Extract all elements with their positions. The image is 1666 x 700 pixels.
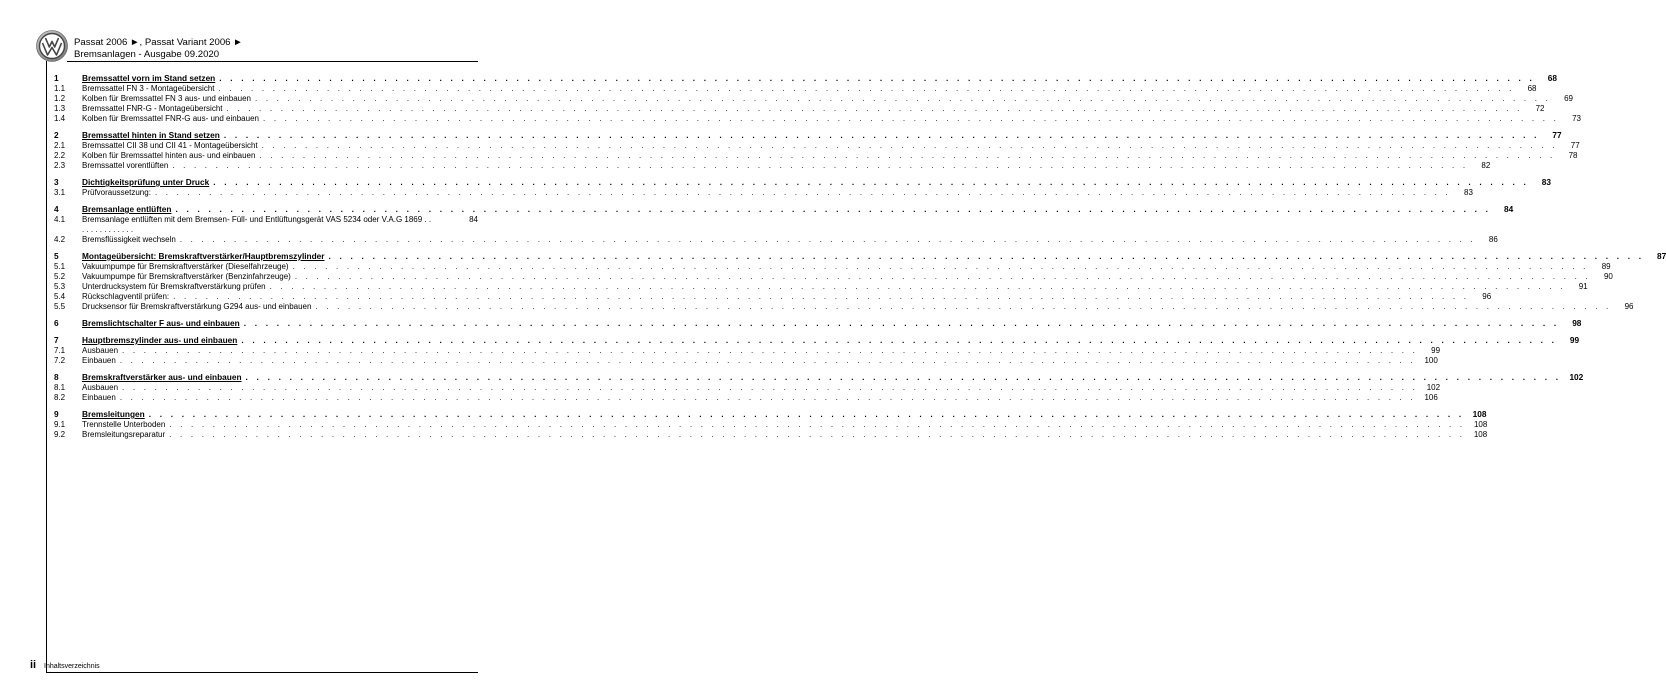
toc-entry[interactable]	[54, 292, 1492, 302]
toc-leader-dots: . . . . . . . . . . . . . . . . . . . . . . . . . . . . . . . . . . . . . . . . . . . . . . . . . . . . . . . . . . . . . . . . . . . . . . . . . . . . . . . . . . . . . . . . . . . . . . . . . . . . . . . . . . . . . . . . . . . . . . . .	[218, 84, 1515, 93]
toc-entry[interactable]	[54, 141, 1580, 151]
toc-leader-dots: . . . . . . . . . . . . . . . . . . . . . . . . . . . . . . . . . . . . . . . . . . . . . . . . . . . . . . . . . . . . . . . . . . . . . . . . . . . . . . . . . . . . . . . . . . . . . . . . . . . . . . . . . . . . . . . . . . . . . . . .	[261, 141, 1558, 150]
toc-entry-title[interactable]: Ausbauen	[82, 383, 119, 392]
toc-entry-title[interactable]: Bremsanlage entlüften mit dem Bremsen- Füll- und Entlüftungsgerät VAS 5234 oder V.A.G 1869 . . . . . . . . . . . . . .	[82, 215, 432, 234]
toc-entry-page: 83	[1464, 188, 1473, 197]
toc-entry-number: 1.3	[54, 104, 66, 113]
toc-entry-title[interactable]: Kolben für Bremssattel hinten aus- und einbauen	[82, 151, 256, 160]
toc-entry-page: 68	[1527, 84, 1537, 93]
toc-entry-number: 1.1	[54, 84, 66, 93]
toc-entry-number: 2.2	[54, 151, 66, 160]
toc-entry-page: 102	[1569, 372, 1584, 382]
toc-entry-page: 96	[1624, 302, 1634, 311]
toc-entry-page: 108	[1472, 409, 1487, 419]
toc-entry-title[interactable]: Bremssattel FN 3 - Montageübersicht	[82, 84, 215, 93]
footer-label: Inhaltsverzeichnis	[44, 663, 100, 670]
toc-entry-title[interactable]: Einbauen	[82, 393, 116, 402]
toc-entry[interactable]	[54, 84, 1537, 94]
toc-entry-title[interactable]: Kolben für Bremssattel FNR-G aus- und einbauen	[82, 114, 259, 123]
toc-entry[interactable]	[54, 356, 1438, 366]
toc-entry[interactable]	[54, 204, 1514, 215]
toc-leader-dots: . . . . . . . . . . . . . . . . . . . . . . . . . . . . . . . . . . . . . . . . . . . . . . . . . . . . . . . . . . . . . . . . . . . . . . . . . . . . . . . . . . . . . . . . . . . . . . . . . . . . . . . . . . . . . . . . . . . . . . . .	[169, 430, 1466, 439]
toc-entry-page: 102	[1426, 383, 1441, 392]
toc-leader-dots: . . . . . . . . . . . . . . . . . . . . . . . . . . . . . . . . . . . . . . . . . . . . . . . . . . . . . . . . . . . . . . . . . . . . . . . . . . . . . . . . . . . . . . . . . . . . . . . . . . . . . . . . . . . . . . . . . . . . . . . .	[172, 161, 1469, 170]
toc-entry[interactable]	[54, 73, 1557, 84]
left-rule	[46, 61, 47, 673]
toc-entry[interactable]	[54, 130, 1562, 141]
toc-entry-title[interactable]: Bremskraftverstärker aus- und einbauen	[82, 372, 242, 382]
toc-leader-dots: . . . . . . . . . . . . . . . . . . . . . . . . . . . . . . . . . . . . . . . . . . . . . . . . . . . . . . . . . . . . . . . . . . . . . . . . . . . . . . . . . . . . . . . . . . . . . . . . . . . . . . . . . . . . . . . . . . . . . . . .	[254, 94, 1551, 103]
toc-entry-title[interactable]: Vakuumpumpe für Bremskraftverstärker (Benzinfahrzeuge)	[82, 272, 291, 281]
toc-entry-page: 96	[1482, 292, 1492, 301]
toc-entry-page: 78	[1568, 151, 1578, 160]
toc-entry-page: 98	[1572, 318, 1582, 328]
toc-entry-page: 108	[1473, 430, 1488, 439]
toc-entry-number: 8.2	[54, 393, 66, 402]
toc-entry[interactable]	[54, 215, 478, 235]
toc-entry-number: 3	[54, 177, 59, 187]
toc-entry-page: 100	[1424, 356, 1438, 365]
toc-leader-dots: . . . . . . . . . . . . . . . . . . . . . . . . . . . . . . . . . . . . . . . . . . . . . . . . . . . . . . . . . . . . . . . . . . . . . . . . . . . . . . . . . . . . . . . . . . . . . . . . . . . . . . . . . . . . . . . . . . . . . . . .	[154, 188, 1451, 197]
toc-entry-title[interactable]: Bremssattel CII 38 und CII 41 - Montageübersicht	[82, 141, 258, 150]
toc-leader-dots: . . . . . . . . . . . . . . . . . . . . . . . . . . . . . . . . . . . . . . . . . . . . . . . . . . . . . . . . . . . . . . . . . . . . . . . . . . . . . . . . . . . . . . . . . . . . . . . . . . . . . . . . . . . . . . . . . . . . . . . .	[223, 130, 1540, 140]
toc-entry-number: 1	[54, 73, 59, 83]
toc-entry[interactable]	[54, 372, 1584, 383]
toc-leader-dots: . . . . . . . . . . . . . . . . . . . . . . . . . . . . . . . . . . . . . . . . . . . . . . . . . . . . . . . . . . . . . . . . . . . . . . . . . . . . . . . . . . . . . . . . . . . . . . . . . . . . . . . . . . . . . . . . . . . . . . . .	[259, 151, 1556, 160]
table-of-contents	[54, 73, 1666, 440]
toc-entry-number: 3.1	[54, 188, 66, 197]
toc-entry[interactable]	[54, 282, 1588, 292]
toc-leader-dots: . . . . . . . . . . . . . . . . . . . . . . . . . . . . . . . . . . . . . . . . . . . . . . . . . . . . . . . . . . . . . . . . . . . . . . . . . . . . . . . . . . . . . . . . . . . . . . . . . . . . . . . . . . . . . . . . . . . . . . . .	[179, 235, 1476, 244]
toc-entry-title[interactable]: Bremsleitungsreparatur	[82, 430, 166, 439]
page-header	[36, 30, 466, 70]
toc-entry-number: 7.2	[54, 356, 66, 365]
toc-entry[interactable]	[54, 335, 1580, 346]
toc-entry-title[interactable]: Unterdrucksystem für Bremskraftverstärkung prüfen	[82, 282, 266, 291]
toc-leader-dots: . . . . . . . . . . . . . . . . . . . . . . . . . . . . . . . . . . . . . . . . . . . . . . . . . . . . . . . . . . . . . . . . . . . . . . . . . . . . . . . . . . . . . . . . . . . . . . . . . . . . . . . . . . . . . . . . . . . . . . . .	[148, 409, 1465, 419]
header-model: Passat 2006 ►, Passat Variant 2006 ►	[74, 37, 243, 48]
toc-entry-number: 5.2	[54, 272, 66, 281]
toc-entry-title[interactable]: Vakuumpumpe für Bremskraftverstärker (Dieselfahrzeuge)	[82, 262, 289, 271]
header-text	[74, 37, 243, 61]
toc-entry-page: 106	[1424, 393, 1438, 402]
toc-entry-number: 7.1	[54, 346, 66, 355]
toc-entry-number: 2.3	[54, 161, 66, 170]
toc-leader-dots: . . . . . . . . . . . . . . . . . . . . . . . . . . . . . . . . . . . . . . . . . . . . . . . . . . . . . . . . . . . . . . . . . . . . . . . . . . . . . . . . . . . . . . . . . . . . . . . . . . . . . . . . . . . . . . . . . . . . . . . .	[294, 272, 1591, 281]
toc-entry[interactable]	[54, 262, 1611, 272]
toc-entry-title[interactable]: Bremssattel FNR-G - Montageübersicht	[82, 104, 223, 113]
toc-entry[interactable]	[54, 161, 1491, 171]
toc-entry[interactable]	[54, 430, 1488, 440]
toc-leader-dots: . . . . . . . . . . . . . . . . . . . . . . . . . . . . . . . . . . . . . . . . . . . . . . . . . . . . . . . . . . . . . . . . . . . . . . . . . . . . . . . . . . . . . . . . . . . . . . . . . . . . . . . . . . . . . . . . . . . . . . . .	[269, 282, 1566, 291]
toc-entry-title[interactable]: Rückschlagventil prüfen:	[82, 292, 170, 301]
toc-leader-dots: . . . . . . . . . . . . . . . . . . . . . . . . . . . . . . . . . . . . . . . . . . . . . . . . . . . . . . . . . . . . . . . . . . . . . . . . . . . . . . . . . . . . . . . . . . . . . . . . . . . . . . . . . . . . . . . . . . . . . . . .	[315, 302, 1612, 311]
toc-entry-number: 9	[54, 409, 59, 419]
toc-entry[interactable]	[54, 383, 1441, 393]
toc-leader-dots: . . . . . . . . . . . . . . . . . . . . . . . . . . . . . . . . . . . . . . . . . . . . . . . . . . . . . . . . . . . . . . . . . . . . . . . . . . . . . . . . . . . . . . . . . . . . . . . . . . . . . . . . . . . . . . . . . . . . . . . .	[243, 318, 1560, 328]
toc-entry-page: 72	[1535, 104, 1545, 113]
toc-entry-page: 77	[1570, 141, 1580, 150]
toc-entry[interactable]	[54, 151, 1578, 161]
toc-entry-number: 5	[54, 251, 59, 261]
toc-entry-title[interactable]: Drucksensor für Bremskraftverstärkung G294 aus- und einbauen	[82, 302, 312, 311]
toc-entry-title[interactable]: Hauptbremszylinder aus- und einbauen	[82, 335, 238, 345]
toc-entry-title[interactable]: Bremsanlage entlüften	[82, 204, 172, 214]
toc-leader-dots: . . . . . . . . . . . . . . . . . . . . . . . . . . . . . . . . . . . . . . . . . . . . . . . . . . . . . . . . . . . . . . . . . . . . . . . . . . . . . . . . . . . . . . . . . . . . . . . . . . . . . . . . . . . . . . . . . . . . . . . .	[262, 114, 1559, 123]
toc-entry-number: 4.2	[54, 235, 66, 244]
toc-entry-number: 6	[54, 318, 59, 328]
toc-entry-number: 2	[54, 130, 59, 140]
toc-entry[interactable]	[54, 177, 1551, 188]
toc-entry-number: 1.4	[54, 114, 66, 123]
toc-entry-page: 99	[1431, 346, 1441, 355]
header-rule	[67, 61, 478, 62]
toc-entry-number: 9.2	[54, 430, 66, 439]
toc-entry[interactable]	[54, 409, 1487, 420]
toc-entry[interactable]	[54, 302, 1634, 312]
toc-entry-number: 5.4	[54, 292, 66, 301]
toc-entry-title[interactable]: Bremslichtschalter F aus- und einbauen	[82, 318, 240, 328]
header-edition: Bremsanlagen - Ausgabe 09.2020	[74, 49, 220, 60]
toc-entry-page: 84	[469, 215, 478, 224]
toc-entry-page: 84	[1503, 204, 1514, 214]
toc-entry[interactable]	[54, 235, 1498, 245]
toc-entry-title[interactable]: Bremsleitungen	[82, 409, 145, 419]
toc-leader-dots: . . . . . . . . . . . . . . . . . . . . . . . . . . . . . . . . . . . . . . . . . . . . . . . . . . . . . . . . . . . . . . . . . . . . . . . . . . . . . . . . . . . . . . . . . . . . . . . . . . . . . . . . . . . . . . . . . . . . . . . .	[328, 251, 1645, 261]
toc-entry-page: 90	[1603, 272, 1613, 281]
toc-entry-title[interactable]: Bremsflüssigkeit wechseln	[82, 235, 176, 244]
toc-entry-title[interactable]: Einbauen	[82, 356, 116, 365]
toc-entry-number: 4	[54, 204, 59, 214]
toc-entry[interactable]	[54, 114, 1581, 124]
toc-entry-page: 91	[1578, 282, 1588, 291]
toc-entry-title[interactable]: Montageübersicht: Bremskraftverstärker/Hauptbremszylinder	[82, 251, 325, 261]
toc-leader-dots: . . . . . . . . . . . . . . . . . . . . . . . . . . . . . . . . . . . . . . . . . . . . . . . . . . . . . . . . . . . . . . . . . . . . . . . . . . . . . . . . . . . . . . . . . . . . . . . . . . . . . . . . . . . . . . . . . . . . . . . .	[226, 104, 1523, 113]
toc-entry-number: 8	[54, 372, 59, 382]
toc-entry-number: 7	[54, 335, 59, 345]
page-number: ii	[30, 659, 37, 671]
toc-entry[interactable]	[54, 393, 1438, 403]
toc-entry[interactable]	[54, 251, 1666, 262]
toc-entry-number: 5.1	[54, 262, 66, 271]
toc-entry[interactable]	[54, 272, 1613, 282]
toc-entry-title[interactable]: Kolben für Bremssattel FN 3 aus- und einbauen	[82, 94, 251, 103]
toc-entry-number: 9.1	[54, 420, 66, 429]
toc-leader-dots: . . . . . . . . . . . . . . . . . . . . . . . . . . . . . . . . . . . . . . . . . . . . . . . . . . . . . . . . . . . . . . . . . . . . . . . . . . . . . . . . . . . . . . . . . . . . . . . . . . . . . . . . . . . . . . . . . . . . . . . .	[213, 177, 1529, 187]
toc-entry[interactable]	[54, 188, 1473, 198]
toc-entry-title[interactable]: Trennstelle Unterboden	[82, 420, 166, 429]
toc-entry-title[interactable]: Dichtigkeitsprüfung unter Druck	[82, 177, 210, 187]
toc-entry-page: 77	[1552, 130, 1562, 140]
toc-entry[interactable]	[54, 420, 1488, 430]
toc-entry-page: 89	[1601, 262, 1611, 271]
footer-rule	[46, 672, 478, 673]
toc-entry[interactable]	[54, 94, 1573, 104]
toc-entry-title[interactable]: Prüfvoraussetzung:	[82, 188, 151, 197]
toc-leader-dots: . . . . . . . . . . . . . . . . . . . . . . . . . . . . . . . . . . . . . . . . . . . . . . . . . . . . . . . . . . . . . . . . . . . . . . . . . . . . . . . . . . . . . . . . . . . . . . . . . . . . . . . . . . . . . . . . . . . . . . . .	[122, 383, 1419, 392]
toc-entry-number: 4.1	[54, 215, 66, 224]
toc-leader-dots: . . . . . . . . . . . . . . . . . . . . . . . . . . . . . . . . . . . . . . . . . . . . . . . . . . . . . . . . . . . . . . . . . . . . . . . . . . . . . . . . . . . . . . . . . . . . . . . . . . . . . . . . . . . . . . . . . . . . . . . .	[241, 335, 1558, 345]
toc-entry-page: 87	[1657, 251, 1666, 261]
toc-entry-number: 5.5	[54, 302, 66, 311]
toc-entry-number: 1.2	[54, 94, 66, 103]
toc-entry-page: 86	[1488, 235, 1498, 244]
toc-entry[interactable]	[54, 318, 1582, 329]
toc-entry-page: 99	[1569, 335, 1580, 345]
toc-entry[interactable]	[54, 104, 1545, 114]
toc-leader-dots: . . . . . . . . . . . . . . . . . . . . . . . . . . . . . . . . . . . . . . . . . . . . . . . . . . . . . . . . . . . . . . . . . . . . . . . . . . . . . . . . . . . . . . . . . . . . . . . . . . . . . . . . . . . . . . . . . . . . . . . .	[122, 346, 1419, 355]
toc-leader-dots: . . . . . . . . . . . . . . . . . . . . . . . . . . . . . . . . . . . . . . . . . . . . . . . . . . . . . . . . . . . . . . . . . . . . . . . . . . . . . . . . . . . . . . . . . . . . . . . . . . . . . . . . . . . . . . . . . . . . . . . .	[173, 292, 1470, 301]
toc-leader-dots: . . . . . . . . . . . . . . . . . . . . . . . . . . . . . . . . . . . . . . . . . . . . . . . . . . . . . . . . . . . . . . . . . . . . . . . . . . . . . . . . . . . . . . . . . . . . . . . . . . . . . . . . . . . . . . . . . . . . . . . .	[219, 73, 1535, 83]
toc-leader-dots: . . . . . . . . . . . . . . . . . . . . . . . . . . . . . . . . . . . . . . . . . . . . . . . . . . . . . . . . . . . . . . . . . . . . . . . . . . . . . . . . . . . . . . . . . . . . . . . . . . . . . . . . . . . . . . . . . . . . . . . .	[169, 420, 1466, 429]
toc-entry-title[interactable]: Ausbauen	[82, 346, 119, 355]
toc-entry-page: 82	[1481, 161, 1491, 170]
toc-leader-dots: . . . . . . . . . . . . . . . . . . . . . . . . . . . . . . . . . . . . . . . . . . . . . . . . . . . . . . . . . . . . . . . . . . . . . . . . . . . . . . . . . . . . . . . . . . . . . . . . . . . . . . . . . . . . . . . . . . . . . . . .	[119, 356, 1416, 365]
toc-entry-title[interactable]: Bremssattel vorentlüften	[82, 161, 169, 170]
toc-entry-page: 108	[1473, 420, 1488, 429]
toc-entry-title[interactable]: Bremssattel vorn im Stand setzen	[82, 73, 216, 83]
toc-entry-title[interactable]: Bremssattel hinten in Stand setzen	[82, 130, 220, 140]
toc-entry-page: 83	[1541, 177, 1551, 187]
toc-entry-number: 2.1	[54, 141, 66, 150]
toc-leader-dots: . . . . . . . . . . . . . . . . . . . . . . . . . . . . . . . . . . . . . . . . . . . . . . . . . . . . . . . . . . . . . . . . . . . . . . . . . . . . . . . . . . . . . . . . . . . . . . . . . . . . . . . . . . . . . . . . . . . . . . . .	[175, 204, 1492, 214]
toc-leader-dots: . . . . . . . . . . . . . . . . . . . . . . . . . . . . . . . . . . . . . . . . . . . . . . . . . . . . . . . . . . . . . . . . . . . . . . . . . . . . . . . . . . . . . . . . . . . . . . . . . . . . . . . . . . . . . . . . . . . . . . . .	[245, 372, 1562, 382]
toc-entry-number: 5.3	[54, 282, 66, 291]
toc-leader-dots: . . . . . . . . . . . . . . . . . . . . . . . . . . . . . . . . . . . . . . . . . . . . . . . . . . . . . . . . . . . . . . . . . . . . . . . . . . . . . . . . . . . . . . . . . . . . . . . . . . . . . . . . . . . . . . . . . . . . . . . .	[292, 262, 1589, 271]
toc-entry-page: 69	[1564, 94, 1573, 103]
toc-entry[interactable]	[54, 346, 1441, 356]
toc-leader-dots: . . . . . . . . . . . . . . . . . . . . . . . . . . . . . . . . . . . . . . . . . . . . . . . . . . . . . . . . . . . . . . . . . . . . . . . . . . . . . . . . . . . . . . . . . . . . . . . . . . . . . . . . . . . . . . . . . . . . . . . .	[119, 393, 1416, 402]
toc-entry-number: 8.1	[54, 383, 66, 392]
toc-entry-page: 73	[1572, 114, 1581, 123]
vw-logo-icon	[36, 30, 68, 62]
toc-entry-page: 68	[1547, 73, 1557, 83]
